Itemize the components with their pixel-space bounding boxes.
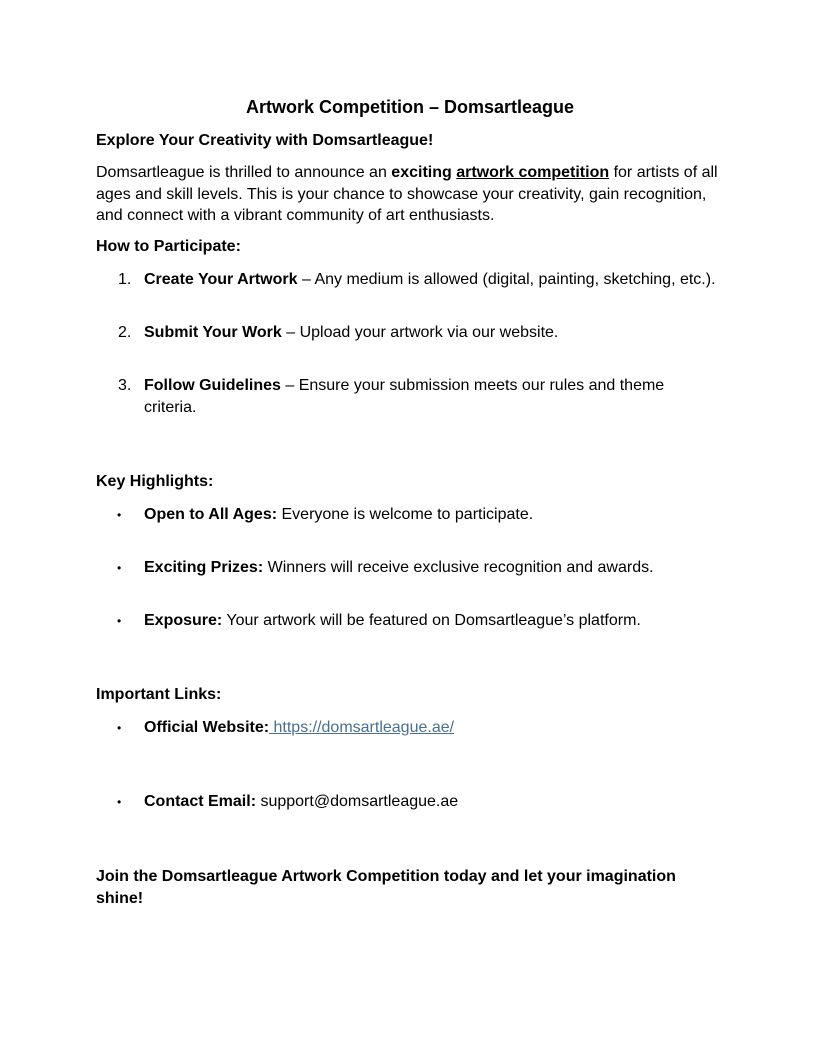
highlight-text: Winners will receive exclusive recognition and awards. bbox=[263, 559, 654, 576]
highlight-label: Exciting Prizes: bbox=[144, 559, 264, 576]
step-text: – Upload your artwork via our website. bbox=[281, 324, 559, 341]
website-label: Official Website: bbox=[144, 719, 270, 736]
intro-text-2: for artists of all ages and skill levels. This is your chance to showcase your creativity, gain recognition, and connect with a vibrant community of art enthusiasts. bbox=[96, 164, 718, 224]
highlights-heading: Key Highlights: bbox=[96, 473, 214, 490]
website-link[interactable]: https://domsartleague.ae/ bbox=[269, 719, 455, 736]
intro-heading: Explore Your Creativity with Domsartleague! bbox=[96, 132, 434, 149]
step-label: Follow Guidelines bbox=[144, 377, 281, 394]
highlight-label: Exposure: bbox=[144, 612, 223, 629]
step-text: – Ensure your submission meets our rules and theme criteria. bbox=[144, 377, 665, 416]
email-value: support@domsartleague.ae bbox=[256, 793, 459, 810]
bullet-icon: • bbox=[117, 795, 122, 809]
step-number: 3. bbox=[118, 377, 132, 394]
document-page bbox=[96, 0, 724, 1056]
bullet-icon: • bbox=[117, 614, 122, 628]
intro-underline-competition: artwork competition bbox=[456, 164, 610, 181]
step-label: Submit Your Work bbox=[144, 324, 282, 341]
highlight-label: Open to All Ages: bbox=[144, 506, 278, 523]
bullet-icon: • bbox=[117, 561, 122, 575]
highlight-text: Your artwork will be featured on Domsartleague’s platform. bbox=[222, 612, 641, 629]
step-number: 1. bbox=[118, 271, 132, 288]
intro-bold-exciting: exciting bbox=[391, 164, 452, 181]
participate-heading: How to Participate: bbox=[96, 238, 241, 255]
email-label: Contact Email: bbox=[144, 793, 257, 810]
bullet-icon: • bbox=[117, 721, 122, 735]
intro-paragraph bbox=[96, 162, 724, 227]
step-number: 2. bbox=[118, 324, 132, 341]
intro-text-1: Domsartleague is thrilled to announce an bbox=[96, 164, 392, 181]
step-text: – Any medium is allowed (digital, painting, sketching, etc.). bbox=[297, 271, 716, 288]
highlight-text: Everyone is welcome to participate. bbox=[277, 506, 534, 523]
bullet-icon: • bbox=[117, 508, 122, 522]
closing-statement: Join the Domsartleague Artwork Competition today and let your imagination shine! bbox=[96, 868, 676, 907]
document-title: Artwork Competition – Domsartleague bbox=[245, 97, 575, 117]
step-label: Create Your Artwork bbox=[144, 271, 298, 288]
links-heading: Important Links: bbox=[96, 686, 222, 703]
